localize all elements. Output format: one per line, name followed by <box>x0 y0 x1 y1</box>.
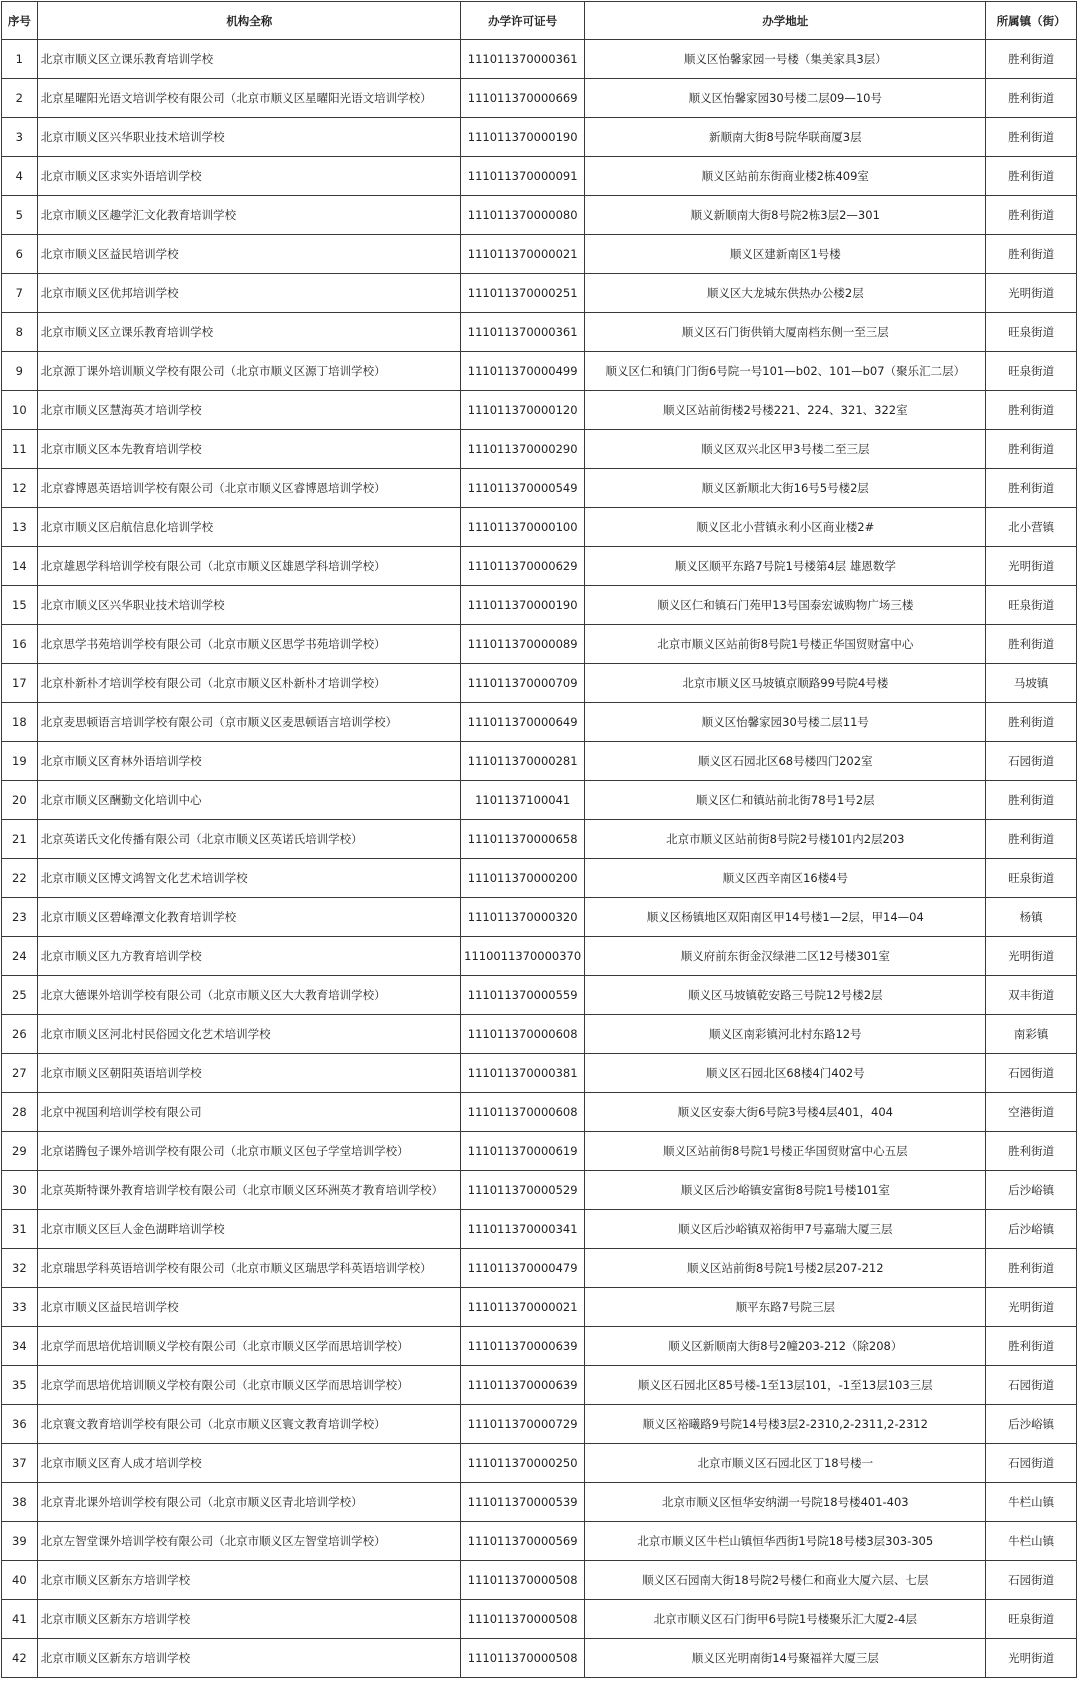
cell-address: 顺义区石园北区68楼4门402号 <box>585 1054 986 1093</box>
cell-address: 顺义区石园南大街18号院2号楼仁和商业大厦六层、七层 <box>585 1561 986 1600</box>
cell-town-street: 胜利街道 <box>986 79 1077 118</box>
cell-institution-name: 北京思学书苑培训学校有限公司（北京市顺义区思学书苑培训学校） <box>37 625 460 664</box>
cell-index: 22 <box>2 859 38 898</box>
cell-license-number: 111011370000281 <box>460 742 584 781</box>
cell-index: 4 <box>2 157 38 196</box>
cell-address: 北京市顺义区马坡镇京顺路99号院4号楼 <box>585 664 986 703</box>
table-row <box>2 1054 1077 1093</box>
cell-town-street: 胜利街道 <box>986 235 1077 274</box>
training-school-table <box>1 1 1077 1678</box>
table-row <box>2 1561 1077 1600</box>
cell-institution-name: 北京市顺义区求实外语培训学校 <box>37 157 460 196</box>
cell-town-street: 牛栏山镇 <box>986 1483 1077 1522</box>
cell-index: 16 <box>2 625 38 664</box>
cell-town-street: 胜利街道 <box>986 625 1077 664</box>
cell-index: 11 <box>2 430 38 469</box>
cell-address: 北京市顺义区站前街8号院2号楼101内2层203 <box>585 820 986 859</box>
cell-town-street: 后沙峪镇 <box>986 1171 1077 1210</box>
cell-town-street: 旺泉街道 <box>986 352 1077 391</box>
table-row <box>2 1522 1077 1561</box>
cell-license-number: 111011370000021 <box>460 235 584 274</box>
cell-town-street: 北小营镇 <box>986 508 1077 547</box>
cell-town-street: 石园街道 <box>986 742 1077 781</box>
cell-index: 9 <box>2 352 38 391</box>
cell-town-street: 杨镇 <box>986 898 1077 937</box>
cell-institution-name: 北京雄恩学科培训学校有限公司（北京市顺义区雄恩学科培训学校） <box>37 547 460 586</box>
cell-address: 顺义区大龙城东供热办公楼2层 <box>585 274 986 313</box>
cell-index: 17 <box>2 664 38 703</box>
cell-address: 顺义区后沙峪镇双裕街甲7号嘉瑞大厦三层 <box>585 1210 986 1249</box>
cell-address: 北京市顺义区石门街甲6号院1号楼聚乐汇大厦2-4层 <box>585 1600 986 1639</box>
table-row <box>2 157 1077 196</box>
cell-institution-name: 北京市顺义区新东方培训学校 <box>37 1561 460 1600</box>
cell-town-street: 胜利街道 <box>986 1132 1077 1171</box>
table-row <box>2 937 1077 976</box>
cell-address: 北京市顺义区石园北区丁18号楼一 <box>585 1444 986 1483</box>
cell-institution-name: 北京市顺义区新东方培训学校 <box>37 1600 460 1639</box>
cell-town-street: 石园街道 <box>986 1054 1077 1093</box>
cell-town-street: 石园街道 <box>986 1366 1077 1405</box>
cell-license-number: 111011370000290 <box>460 430 584 469</box>
cell-town-street: 石园街道 <box>986 1444 1077 1483</box>
cell-address: 顺义区石园北区68号楼四门202室 <box>585 742 986 781</box>
table-row <box>2 391 1077 430</box>
cell-index: 20 <box>2 781 38 820</box>
cell-town-street: 空港街道 <box>986 1093 1077 1132</box>
cell-town-street: 后沙峪镇 <box>986 1405 1077 1444</box>
cell-index: 5 <box>2 196 38 235</box>
cell-address: 顺义区站前街8号院1号楼正华国贸财富中心五层 <box>585 1132 986 1171</box>
cell-address: 顺义区站前街8号院1号楼2层207-212 <box>585 1249 986 1288</box>
cell-town-street: 胜利街道 <box>986 430 1077 469</box>
cell-license-number: 111011370000559 <box>460 976 584 1015</box>
table-row <box>2 40 1077 79</box>
table-row <box>2 976 1077 1015</box>
cell-address: 顺义区马坡镇乾安路三号院12号楼2层 <box>585 976 986 1015</box>
cell-index: 41 <box>2 1600 38 1639</box>
table-row <box>2 742 1077 781</box>
cell-institution-name: 北京市顺义区兴华职业技术培训学校 <box>37 586 460 625</box>
table-row <box>2 859 1077 898</box>
cell-town-street: 光明街道 <box>986 937 1077 976</box>
table-row <box>2 625 1077 664</box>
cell-license-number: 111011370000250 <box>460 1444 584 1483</box>
table-row <box>2 1366 1077 1405</box>
cell-address: 新顺南大街8号院华联商厦3层 <box>585 118 986 157</box>
cell-institution-name: 北京市顺义区益民培训学校 <box>37 235 460 274</box>
header-address: 办学地址 <box>585 2 986 40</box>
cell-license-number: 111011370000639 <box>460 1366 584 1405</box>
cell-license-number: 111011370000508 <box>460 1561 584 1600</box>
table-row <box>2 1171 1077 1210</box>
cell-license-number: 111011370000709 <box>460 664 584 703</box>
cell-institution-name: 北京市顺义区益民培训学校 <box>37 1288 460 1327</box>
cell-institution-name: 北京市顺义区博文鸿智文化艺术培训学校 <box>37 859 460 898</box>
cell-license-number: 111011370000381 <box>460 1054 584 1093</box>
cell-address: 顺义区北小营镇永利小区商业楼2# <box>585 508 986 547</box>
cell-license-number: 111011370000320 <box>460 898 584 937</box>
cell-license-number: 111011370000539 <box>460 1483 584 1522</box>
cell-index: 3 <box>2 118 38 157</box>
table-row <box>2 508 1077 547</box>
cell-institution-name: 北京市顺义区本先教育培训学校 <box>37 430 460 469</box>
table-row <box>2 430 1077 469</box>
cell-town-street: 旺泉街道 <box>986 313 1077 352</box>
cell-license-number: 111011370000190 <box>460 118 584 157</box>
cell-license-number: 111011370000361 <box>460 40 584 79</box>
cell-institution-name: 北京朴新朴才培训学校有限公司（北京市顺义区朴新朴才培训学校） <box>37 664 460 703</box>
table-row <box>2 1639 1077 1678</box>
cell-address: 顺义府前东街金汉绿港二区12号楼301室 <box>585 937 986 976</box>
cell-index: 6 <box>2 235 38 274</box>
table-row <box>2 1132 1077 1171</box>
header-row <box>2 2 1077 40</box>
cell-address: 顺义区仁和镇站前北街78号1号2层 <box>585 781 986 820</box>
cell-license-number: 111011370000341 <box>460 1210 584 1249</box>
cell-license-number: 111011370000549 <box>460 469 584 508</box>
cell-address: 顺平东路7号院三层 <box>585 1288 986 1327</box>
cell-institution-name: 北京市顺义区优邦培训学校 <box>37 274 460 313</box>
cell-institution-name: 北京市顺义区朝阳英语培训学校 <box>37 1054 460 1093</box>
cell-license-number: 111011370000361 <box>460 313 584 352</box>
cell-institution-name: 北京市顺义区新东方培训学校 <box>37 1639 460 1678</box>
header-license-number: 办学许可证号 <box>460 2 584 40</box>
cell-index: 10 <box>2 391 38 430</box>
cell-license-number: 111011370000089 <box>460 625 584 664</box>
cell-address: 顺义区怡馨家园一号楼（集美家具3层） <box>585 40 986 79</box>
cell-index: 21 <box>2 820 38 859</box>
cell-address: 顺义区西辛南区16楼4号 <box>585 859 986 898</box>
cell-license-number: 111011370000251 <box>460 274 584 313</box>
cell-institution-name: 北京市顺义区立课乐教育培训学校 <box>37 313 460 352</box>
cell-index: 13 <box>2 508 38 547</box>
table-row <box>2 352 1077 391</box>
cell-license-number: 111011370000649 <box>460 703 584 742</box>
cell-address: 顺义区杨镇地区双阳南区甲14号楼1—2层，甲14—04 <box>585 898 986 937</box>
cell-license-number: 111011370000120 <box>460 391 584 430</box>
cell-index: 23 <box>2 898 38 937</box>
table-row <box>2 235 1077 274</box>
cell-town-street: 石园街道 <box>986 1561 1077 1600</box>
cell-license-number: 111011370000608 <box>460 1093 584 1132</box>
cell-index: 34 <box>2 1327 38 1366</box>
cell-town-street: 胜利街道 <box>986 391 1077 430</box>
cell-town-street: 马坡镇 <box>986 664 1077 703</box>
header-town-street: 所属镇（街） <box>986 2 1077 40</box>
cell-institution-name: 北京英诺氏文化传播有限公司（北京市顺义区英诺氏培训学校） <box>37 820 460 859</box>
table-row <box>2 781 1077 820</box>
cell-town-street: 后沙峪镇 <box>986 1210 1077 1249</box>
cell-address: 顺义区裕曦路9号院14号楼3层2-2310,2-2311,2-2312 <box>585 1405 986 1444</box>
cell-institution-name: 北京市顺义区酬勤文化培训中心 <box>37 781 460 820</box>
cell-address: 顺义区新顺北大街16号5号楼2层 <box>585 469 986 508</box>
cell-license-number: 111011370000619 <box>460 1132 584 1171</box>
table-row <box>2 1288 1077 1327</box>
cell-town-street: 旺泉街道 <box>986 586 1077 625</box>
cell-town-street: 光明街道 <box>986 1639 1077 1678</box>
cell-address: 顺义区站前东街商业楼2栋409室 <box>585 157 986 196</box>
table-row <box>2 703 1077 742</box>
cell-address: 顺义区怡馨家园30号楼二层11号 <box>585 703 986 742</box>
cell-institution-name: 北京市顺义区慧海英才培训学校 <box>37 391 460 430</box>
cell-town-street: 胜利街道 <box>986 118 1077 157</box>
cell-town-street: 光明街道 <box>986 547 1077 586</box>
table-row <box>2 274 1077 313</box>
cell-index: 15 <box>2 586 38 625</box>
cell-index: 38 <box>2 1483 38 1522</box>
cell-institution-name: 北京寰文教育培训学校有限公司（北京市顺义区寰文教育培训学校） <box>37 1405 460 1444</box>
cell-index: 33 <box>2 1288 38 1327</box>
cell-town-street: 胜利街道 <box>986 1327 1077 1366</box>
table-row <box>2 586 1077 625</box>
cell-license-number: 111011370000190 <box>460 586 584 625</box>
cell-address: 顺义区安泰大街6号院3号楼4层401，404 <box>585 1093 986 1132</box>
cell-license-number: 111011370000608 <box>460 1015 584 1054</box>
table-row <box>2 820 1077 859</box>
table-row <box>2 1600 1077 1639</box>
cell-license-number: 111011370000091 <box>460 157 584 196</box>
cell-institution-name: 北京左智堂课外培训学校有限公司（北京市顺义区左智堂培训学校） <box>37 1522 460 1561</box>
cell-index: 42 <box>2 1639 38 1678</box>
cell-address: 顺义区仁和镇石门苑甲13号国泰宏诚购物广场三楼 <box>585 586 986 625</box>
cell-institution-name: 北京学而思培优培训顺义学校有限公司（北京市顺义区学而思培训学校） <box>37 1327 460 1366</box>
cell-index: 32 <box>2 1249 38 1288</box>
cell-town-street: 双丰街道 <box>986 976 1077 1015</box>
cell-address: 顺义区后沙峪镇安富街8号院1号楼101室 <box>585 1171 986 1210</box>
cell-address: 顺义区石园北区85号楼-1至13层101，-1至13层103三层 <box>585 1366 986 1405</box>
header-index: 序号 <box>2 2 38 40</box>
cell-institution-name: 北京青北课外培训学校有限公司（北京市顺义区青北培训学校） <box>37 1483 460 1522</box>
cell-index: 40 <box>2 1561 38 1600</box>
cell-institution-name: 北京市顺义区巨人金色湖畔培训学校 <box>37 1210 460 1249</box>
cell-institution-name: 北京中视国利培训学校有限公司 <box>37 1093 460 1132</box>
table-row <box>2 664 1077 703</box>
cell-address: 顺义区石门街供销大厦南档东侧一至三层 <box>585 313 986 352</box>
cell-institution-name: 北京市顺义区河北村民俗园文化艺术培训学校 <box>37 1015 460 1054</box>
cell-address: 北京市顺义区牛栏山镇恒华西街1号院18号楼3层303-305 <box>585 1522 986 1561</box>
cell-license-number: 1101137100041 <box>460 781 584 820</box>
cell-town-street: 胜利街道 <box>986 469 1077 508</box>
cell-town-street: 旺泉街道 <box>986 859 1077 898</box>
cell-index: 12 <box>2 469 38 508</box>
cell-institution-name: 北京学而思培优培训顺义学校有限公司（北京市顺义区学而思培训学校） <box>37 1366 460 1405</box>
cell-address: 顺义区南彩镇河北村东路12号 <box>585 1015 986 1054</box>
cell-index: 14 <box>2 547 38 586</box>
cell-town-street: 胜利街道 <box>986 703 1077 742</box>
table-row <box>2 1483 1077 1522</box>
cell-index: 25 <box>2 976 38 1015</box>
cell-address: 顺义新顺南大街8号院2栋3层2—301 <box>585 196 986 235</box>
table-row <box>2 547 1077 586</box>
cell-index: 37 <box>2 1444 38 1483</box>
cell-license-number: 111011370000529 <box>460 1171 584 1210</box>
cell-index: 28 <box>2 1093 38 1132</box>
cell-address: 顺义区顺平东路7号院1号楼第4层 雄恩数学 <box>585 547 986 586</box>
table-row <box>2 1405 1077 1444</box>
cell-index: 35 <box>2 1366 38 1405</box>
cell-town-street: 光明街道 <box>986 274 1077 313</box>
cell-index: 30 <box>2 1171 38 1210</box>
table-row <box>2 1327 1077 1366</box>
cell-index: 39 <box>2 1522 38 1561</box>
table-row <box>2 1249 1077 1288</box>
cell-index: 27 <box>2 1054 38 1093</box>
cell-address: 顺义区双兴北区甲3号楼二至三层 <box>585 430 986 469</box>
cell-institution-name: 北京星曜阳光语文培训学校有限公司（北京市顺义区星曜阳光语文培训学校） <box>37 79 460 118</box>
cell-license-number: 111011370000729 <box>460 1405 584 1444</box>
cell-index: 24 <box>2 937 38 976</box>
cell-index: 26 <box>2 1015 38 1054</box>
cell-license-number: 111011370000021 <box>460 1288 584 1327</box>
cell-institution-name: 北京麦思顿语言培训学校有限公司（京市顺义区麦思顿语言培训学校） <box>37 703 460 742</box>
table-row <box>2 118 1077 157</box>
cell-index: 18 <box>2 703 38 742</box>
cell-institution-name: 北京市顺义区趣学汇文化教育培训学校 <box>37 196 460 235</box>
cell-license-number: 111011370000508 <box>460 1600 584 1639</box>
cell-town-street: 胜利街道 <box>986 1249 1077 1288</box>
cell-address: 顺义区光明南街14号聚福祥大厦三层 <box>585 1639 986 1678</box>
cell-license-number: 111011370000479 <box>460 1249 584 1288</box>
table-row <box>2 1015 1077 1054</box>
cell-town-street: 牛栏山镇 <box>986 1522 1077 1561</box>
cell-index: 36 <box>2 1405 38 1444</box>
table-row <box>2 313 1077 352</box>
cell-institution-name: 北京市顺义区碧峰潭文化教育培训学校 <box>37 898 460 937</box>
cell-institution-name: 北京瑞思学科英语培训学校有限公司（北京市顺义区瑞思学科英语培训学校） <box>37 1249 460 1288</box>
cell-institution-name: 北京市顺义区九方教育培训学校 <box>37 937 460 976</box>
cell-license-number: 1110011370000370 <box>460 937 584 976</box>
cell-license-number: 111011370000499 <box>460 352 584 391</box>
table-row <box>2 79 1077 118</box>
cell-license-number: 111011370000100 <box>460 508 584 547</box>
cell-institution-name: 北京市顺义区育林外语培训学校 <box>37 742 460 781</box>
cell-address: 北京市顺义区恒华安纳湖一号院18号楼401-403 <box>585 1483 986 1522</box>
cell-license-number: 111011370000200 <box>460 859 584 898</box>
cell-index: 19 <box>2 742 38 781</box>
table-row <box>2 469 1077 508</box>
cell-institution-name: 北京市顺义区立课乐教育培训学校 <box>37 40 460 79</box>
cell-town-street: 光明街道 <box>986 1288 1077 1327</box>
cell-license-number: 111011370000629 <box>460 547 584 586</box>
cell-license-number: 111011370000658 <box>460 820 584 859</box>
cell-index: 8 <box>2 313 38 352</box>
header-institution-name: 机构全称 <box>37 2 460 40</box>
cell-institution-name: 北京源丁课外培训顺义学校有限公司（北京市顺义区源丁培训学校） <box>37 352 460 391</box>
cell-institution-name: 北京英斯特课外教育培训学校有限公司（北京市顺义区环洲英才教育培训学校） <box>37 1171 460 1210</box>
cell-address: 北京市顺义区站前街8号院1号楼正华国贸财富中心 <box>585 625 986 664</box>
cell-town-street: 胜利街道 <box>986 781 1077 820</box>
cell-address: 顺义区站前街楼2号楼221、224、321、322室 <box>585 391 986 430</box>
cell-index: 7 <box>2 274 38 313</box>
cell-index: 31 <box>2 1210 38 1249</box>
table-row <box>2 196 1077 235</box>
cell-index: 2 <box>2 79 38 118</box>
cell-institution-name: 北京睿博恩英语培训学校有限公司（北京市顺义区睿博恩培训学校） <box>37 469 460 508</box>
cell-town-street: 胜利街道 <box>986 157 1077 196</box>
table-row <box>2 1444 1077 1483</box>
table-row <box>2 898 1077 937</box>
cell-address: 顺义区怡馨家园30号楼二层09—10号 <box>585 79 986 118</box>
cell-institution-name: 北京诺腾包子课外培训学校有限公司（北京市顺义区包子学堂培训学校） <box>37 1132 460 1171</box>
cell-license-number: 111011370000669 <box>460 79 584 118</box>
cell-town-street: 南彩镇 <box>986 1015 1077 1054</box>
cell-institution-name: 北京大德课外培训学校有限公司（北京市顺义区大大教育培训学校） <box>37 976 460 1015</box>
cell-institution-name: 北京市顺义区育人成才培训学校 <box>37 1444 460 1483</box>
cell-town-street: 胜利街道 <box>986 820 1077 859</box>
cell-institution-name: 北京市顺义区兴华职业技术培训学校 <box>37 118 460 157</box>
table-body <box>2 40 1077 1678</box>
cell-town-street: 旺泉街道 <box>986 1600 1077 1639</box>
cell-town-street: 胜利街道 <box>986 196 1077 235</box>
cell-license-number: 111011370000639 <box>460 1327 584 1366</box>
cell-index: 1 <box>2 40 38 79</box>
cell-address: 顺义区新顺南大街8号2幢203-212（除208） <box>585 1327 986 1366</box>
table-row <box>2 1210 1077 1249</box>
cell-institution-name: 北京市顺义区启航信息化培训学校 <box>37 508 460 547</box>
cell-address: 顺义区建新南区1号楼 <box>585 235 986 274</box>
cell-license-number: 111011370000080 <box>460 196 584 235</box>
cell-license-number: 111011370000569 <box>460 1522 584 1561</box>
cell-address: 顺义区仁和镇门门街6号院一号101—b02、101—b07（聚乐汇二层） <box>585 352 986 391</box>
table-row <box>2 1093 1077 1132</box>
cell-town-street: 胜利街道 <box>986 40 1077 79</box>
cell-index: 29 <box>2 1132 38 1171</box>
cell-license-number: 111011370000508 <box>460 1639 584 1678</box>
